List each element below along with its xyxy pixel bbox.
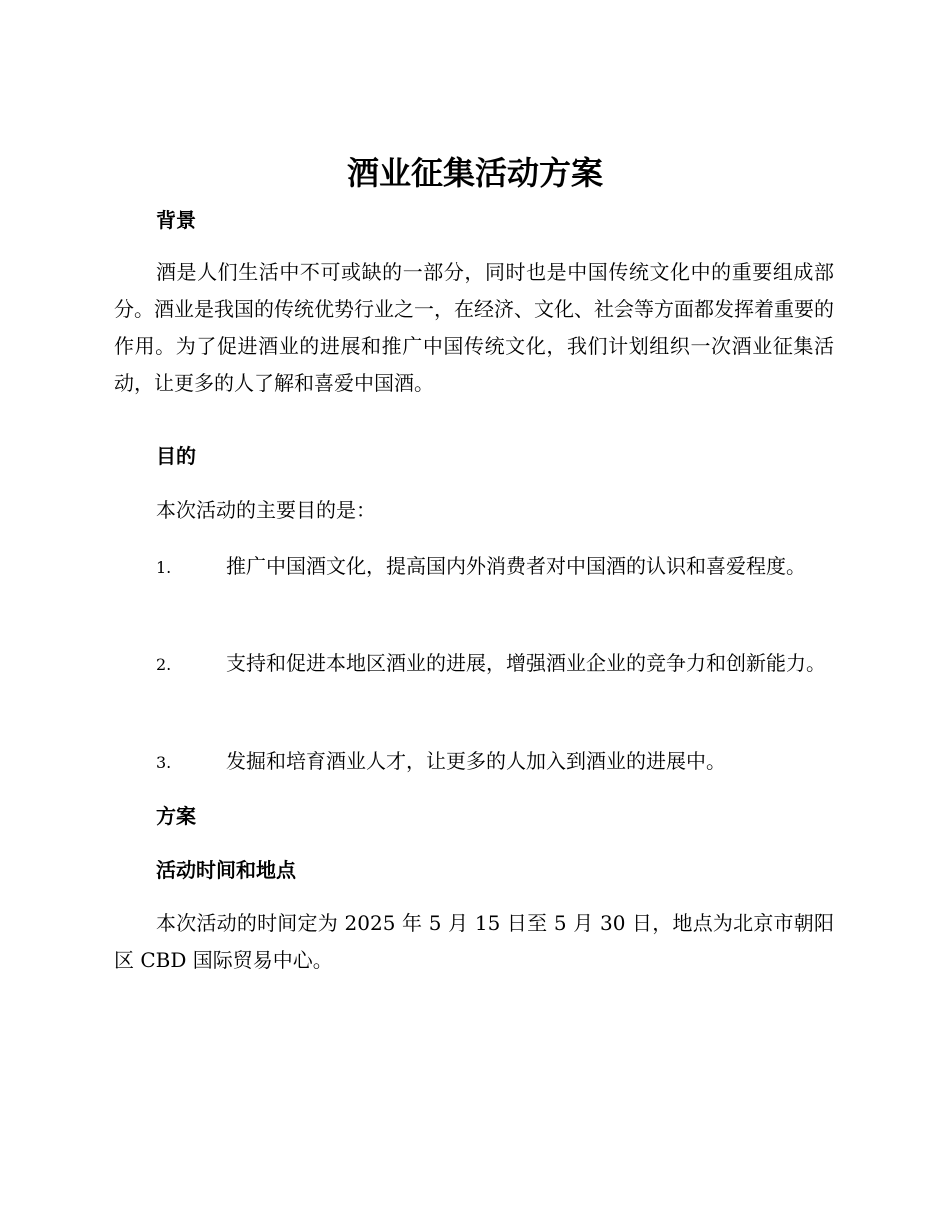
list-item [114,741,834,783]
list-item-number: 1. [156,558,172,577]
list-item-text: 推广中国酒文化，提高国内外消费者对中国酒的认识和喜爱程度。 [226,554,806,578]
section-heading-purpose: 目的 [156,444,196,468]
plan-paragraph: 本次活动的时间定为 2025 年 5 月 15 日至 5 月 30 日，地点为北京市朝阳区 CBD 国际贸易中心。 [114,911,834,972]
list-item-text: 支持和促进本地区酒业的进展，增强酒业企业的竞争力和创新能力。 [226,651,826,675]
section-heading-background: 背景 [156,208,196,232]
document-title: 酒业征集活动方案 [346,154,603,192]
section-heading-plan: 方案 [156,804,196,828]
list-item-number: 3. [156,753,172,772]
list-item [114,546,834,588]
purpose-intro: 本次活动的主要目的是： [156,498,376,522]
list-item-text: 发掘和培育酒业人才，让更多的人加入到酒业的进展中。 [226,749,726,773]
list-item [114,643,834,685]
subsection-heading-time-place: 活动时间和地点 [156,858,296,882]
list-item-number: 2. [156,655,172,674]
background-paragraph: 酒是人们生活中不可或缺的一部分，同时也是中国传统文化中的重要组成部分。酒业是我国的传统优势行业之一，在经济、文化、社会等方面都发挥着重要的作用。为了促进酒业的进展和推广中国传统文化，我们计划组织一次酒业征集活动，让更多的人了解和喜爱中国酒。 [114,260,834,395]
